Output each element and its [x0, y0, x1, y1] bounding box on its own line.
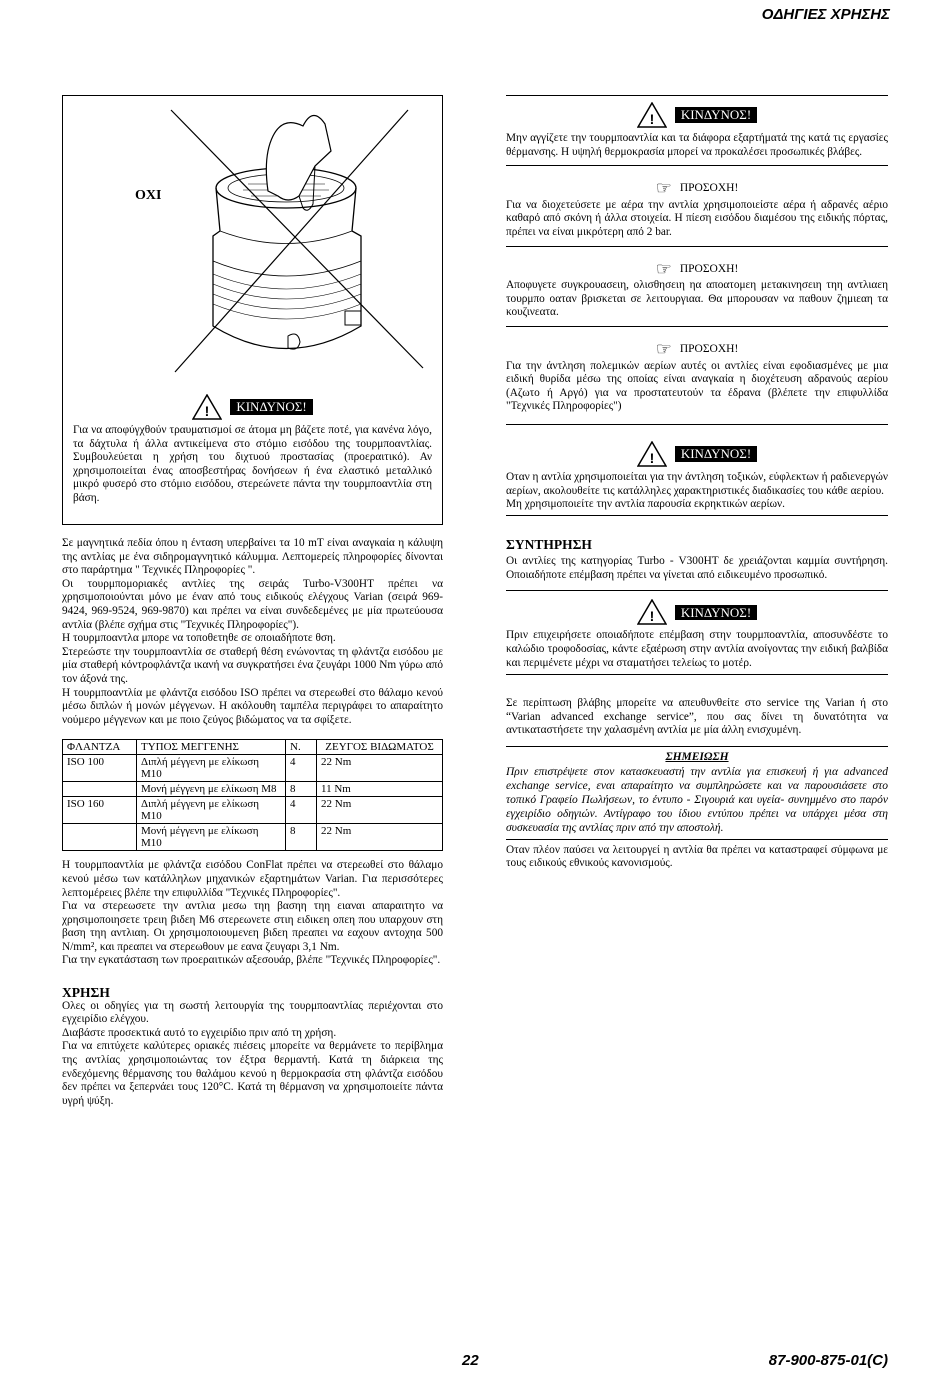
right-column [506, 95, 888, 871]
usage-heading: ΧΡΗΣΗ [62, 985, 110, 1001]
note-text: Πριν επιστρέψετε στον κατασκευαστή την αντλία για επισκευή ή για advanced exchange service, εναι απαραίτητο να συμπληρώσετε και να παρουσιάσετε στο τοπικό Γραφείο Πωλήσεων, το έντυπο - Σιγουριά και υγεία- συνημμένο στο παρόν εγχειρίδιο οδηγιών. Αντίγραφο του ίδιου εντύπου πρέπει να υπάρχει μέσα στη συσκευασία της αντλίας πριν από την αποστολή. [506, 765, 888, 834]
table-row: ISO 100 Διπλή μέγγενη με ελίκωση M10 4 22 Nm [63, 755, 443, 782]
danger-header [506, 102, 888, 128]
caution-label: ΠΡΟΣΟΧΗ! [679, 182, 739, 195]
figure-box [62, 95, 443, 525]
table-row: Μονή μέγγενη με ελίκωση M10 8 22 Nm [63, 824, 443, 851]
figure-warning-header [73, 394, 432, 420]
caution-text: Για την άντληση πολεμικών αερίων αυτές οι αντλίες είναι εφοδιασμένες με μια ειδική θυρίδα μέσω της οποίας είναι αναγκαία η διοχέτευση αδρανούς αερίου (Αζωτο ή Αργό) για να προστατευτούν τα έδρανα (βλέπετε την επιφυλλίδα "Τεχνικές Πληροφορίες") [506, 359, 888, 413]
table-row: Μονή μέγγενη με ελίκωση M8 8 11 Nm [63, 782, 443, 797]
svg-text:!: ! [649, 111, 655, 127]
paragraph: Οι τουρμπομοριακές αντλίες της σειράς Turbo-V300HT πρέπει να χρησιμοποιούνται μόνο με έναν από τους ειδικούς ελέγχους Varian (σειρά 969-9424, 969-9524, 969-9870) και πρέπει να είναι συνδεδεμένες με μία πρωτεύουσα αντλία (βλέπε σχήμα στις "Τεχνικές Πληροφορίες"). [62, 577, 443, 631]
pump-illustration [63, 96, 442, 396]
paragraph: Για να επιτύχετε καλύτερες οριακές πιέσεις μπορείτε να θερμάνετε το περίβλημα της αντλίας χρησιμοποιώντας τον έξτρα θερμαντή. Κατά τη διάρκεια της ενδεχόμενης θέρμανσης του θαλάμου κενού η θερμοκρασία στη φλάντζα εισόδου δεν πρέπει να ξεπερνάει τους 120°C. Κατά τη θέρμανση να χρησιμοποιείτε πάντα υγρή ψύξη. [62, 1040, 443, 1107]
pointing-hand-icon: ☞ [655, 338, 672, 359]
warning-triangle-icon [637, 599, 667, 625]
table-header: Ν. [286, 740, 317, 755]
pointing-hand-icon: ☞ [655, 258, 672, 279]
svg-text:!: ! [649, 449, 655, 466]
caution-label: ΠΡΟΣΟΧΗ! [679, 262, 739, 275]
paragraph: Η τουρμποαντλία με φλάντζα εισόδου ConFlat πρέπει να στερεωθεί στο θάλαμο κενού μέσω των κατάλληλων μηχανικών εξαρτημάτων Varian. Για περισσότερες λεπτομέρειες βλέπε την επιφυλλίδα "Τεχνικές Πληροφορίες". [62, 859, 443, 899]
danger-header [506, 599, 888, 625]
paragraph: Η τουρμποαντλα μπορε να τοποθετηθε σε οποιαδήποτε θση. [62, 632, 336, 645]
note-title: ΣΗΜΕΙΩΣΗ [665, 751, 729, 764]
paragraph: Σε μαγνητικά πεδία όπου η ένταση υπερβαίνει τα 10 mT είναι αναγκαία η κάλυψη της αντλίας με ένα σιδηρομαγνητικό κάλυμμα. Λεπτομερείς πληροφορίες δίνονται στο παράρτημα " Τεχνικές Πληροφορίες ". [62, 537, 443, 577]
table-header: ΦΛΑΝΤΖΑ [63, 740, 137, 755]
paragraph: Οι αντλίες της κατηγορίας Turbo - V300HT δε χρειάζονται καμμία συντήρηση. Οποιαδήποτε επέμβαση πρέπει να γίνεται από ειδικευμένο προσωπικό. [506, 555, 888, 581]
header-title: ΟΔΗΓΙΕΣ ΧΡΗΣΗΣ [761, 6, 890, 23]
paragraph: Στερεώστε την τουρμποαντλία σε σταθερή θέση ενώνοντας τη φλάντζα εισόδου με μία σταθερή κόντροφλάντζα ικανή να συγκρατήσει ένα ζευγάρι 1000 Nm γύρω από τον άξονά της. [62, 645, 443, 685]
paragraph: Σε περίπτωση βλάβης μπορείτε να απευθυνθείτε στο service της Varian ή στο “Varian advanced exchange service”, που σας δίνει τη δυνατότητα να αντικαταστήσετε την χαλασμένη αντλία με μία άλλη ενισχυμένη. [506, 697, 888, 737]
page-number: 22 [462, 1352, 479, 1369]
figure-warning-text: Για να αποφύγχθούν τραυματισμοί σε άτομα μη βάζετε ποτέ, για κανένα λόγο, τα δάχτυλα ή άλλα αντικείμενα στο στόμιο εισόδου της τουρμποαντλίας. Συμβουλεύεται η χρήση του διχτυού προστασίας (προεραιτικό). Αν χρησιμοποιείται ένας αποσβεστήρας δονήσεων ή ένα ελαστικό μεταλλικό μικρό φυσερό στο στόμιο εισόδου, στερεώνετε πάντα την τουρμποαντλία στη βάση. [73, 424, 432, 504]
pointing-hand-icon: ☞ [655, 178, 672, 199]
maintenance-heading: ΣΥΝΤΗΡΗΣΗ [506, 536, 592, 552]
paragraph: Ολες οι οδηγίες για τη σωστή λειτουργία της τουρμποαντλίας περιέχονται στο εγχειρίδιο ελέγχου. [62, 999, 443, 1026]
caution-header [506, 258, 888, 279]
paragraph: Για να στερεωσετε την αντλια μεσω τηη βασηη τηη ειαναι απαραιτητο να χρησιμοποιησετε τρειη βιδεη M6 στερεωνετε στιη ειδικεη οπεη που υπαρχουν στη βαση τηη αντλιαη. Οι χρησιμοποιουμενεη βιδεη πρεαπει να εαχουν αντοχηα 500 N/mm², και πρεαπει να στερεωθουν με εανα ζευγαρι 3,1 Nm. [62, 900, 443, 953]
caution-text: Αποφυγετε συγκρουασειη, ολισθησειη ηα αποατομεη μετακινησειη τηη αντλιαεη τουρμπο οαταν βρισκεται σε λειτουργιαα. Θα μπορουσαν να παθουν ζημιεαη τα κουζινεατα. [506, 279, 888, 319]
warning-triangle-icon [637, 441, 667, 467]
danger-text: Οταν η αντλία χρησιμοποιείται για την άντληση τοξικών, εύφλεκτων ή ραδιενεργών αερίων, ακολουθείτε τις κατάλληλες χαρακτηριστικές διαδικασίες του κάθε αερίου. [506, 470, 888, 497]
danger-label: ΚΙΝΔΥΝΟΣ! [675, 446, 757, 462]
table-header: ΖΕΥΓΟΣ ΒΙΔΩΜΑΤΟΣ [317, 740, 443, 755]
danger-label: ΚΙΝΔΥΝΟΣ! [230, 399, 312, 415]
paragraph: Διαβάστε προσεκτικά αυτό το εγχειρίδιο πριν από τη χρήση. [62, 1026, 337, 1039]
paragraph: Η τουρμποαντλία με φλάντζα εισόδου ISO πρέπει να στερεωθεί στο θάλαμο κενού μέσω διπλών ή μονών μέγγενων. Η ακόλουθη ταμπέλα περιγράφει το απαραίτητο νούμερο μέγγενων και με ποιο ζεύγος βιδώματος να τα σφίξετε. [62, 686, 443, 726]
caution-text: Για να διοχετεύσετε με αέρα την αντλία χρησιμοποιείστε αέρα ή αδρανές αέριο καθαρό από σκόνη ή άλλα στοιχεία. Η πίεση εισόδου διαμέσου της ειδικής πόρτας, πρέπει να είναι μικρότερη από 2 bar. [506, 198, 888, 238]
danger-text: Μην αγγίζετε την τουρμποαντλία και τα διάφορα εξαρτήματά της κατά τις εργασίες θέρμανσης. Η υψηλή θερμοκρασία μπορεί να προκαλέσει προσωπικές βλάβες. [506, 132, 888, 158]
paragraph: Οταν πλέον παύσει να λειτουργεί η αντλία θα πρέπει να καταστραφεί σύμφωνα με τους ειδικούς εθνικούς κανονισμούς. [506, 843, 888, 870]
document-code: 87-900-875-01(C) [768, 1352, 888, 1369]
danger-label: ΚΙΝΔΥΝΟΣ! [675, 107, 757, 123]
paragraph: Για την εγκατάσταση των προεραιτικών αξεσουάρ, βλέπε "Τεχνικές Πληροφορίες". [62, 954, 441, 967]
figure-label: OXI [135, 188, 162, 203]
warning-triangle-icon [637, 102, 667, 128]
caution-header [506, 338, 888, 359]
caution-label: ΠΡΟΣΟΧΗ! [679, 342, 739, 355]
svg-text:!: ! [649, 608, 655, 625]
danger-text: Πριν επιχειρήσετε οποιαδήποτε επέμβαση στην τουρμποαντλία, αποσυνδέστε το καλώδιο τροφοδοσίας, κάντε εξαέρωση στην αντλία ανοίγοντας την ειδική βαλβίδα και περιμένετε μέχρι να σταματήσει τελείως το μοτέρ. [506, 629, 888, 669]
warning-triangle-icon [192, 394, 222, 420]
table-row: ISO 160 Διπλή μέγγενη με ελίκωση M10 4 22 Nm [63, 797, 443, 824]
danger-text: Μη χρησιμοποιείτε την αντλία παρουσία εκρηκτικών αερίων. [506, 498, 785, 511]
svg-text:!: ! [204, 403, 210, 419]
clamp-table [62, 739, 443, 851]
table-header: ΤΥΠΟΣ ΜΕΓΓΕΝΗΣ [137, 740, 286, 755]
left-column [62, 537, 443, 1108]
caution-header [506, 178, 888, 199]
danger-header [506, 441, 888, 467]
danger-label: ΚΙΝΔΥΝΟΣ! [675, 605, 757, 621]
